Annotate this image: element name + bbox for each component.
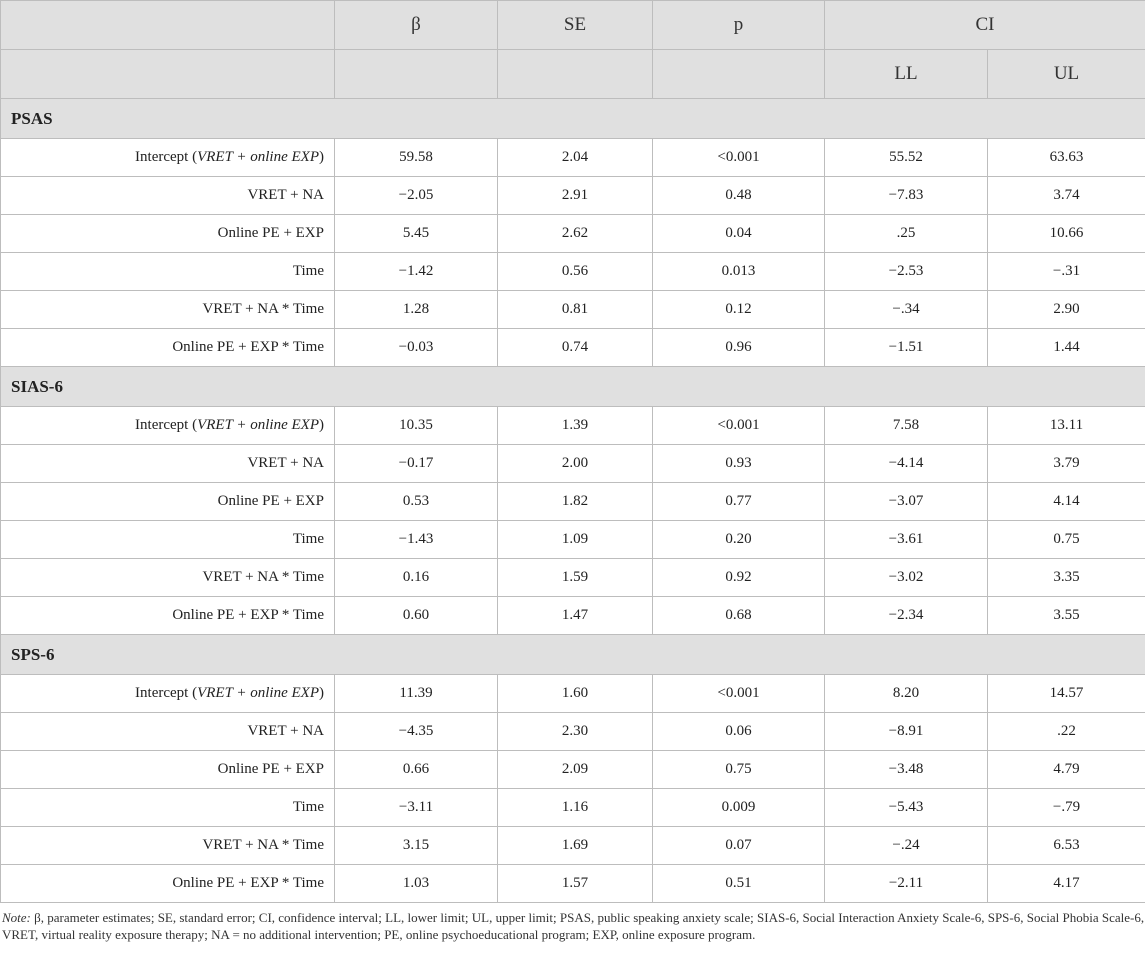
cell-ll: −3.07: [825, 483, 988, 521]
header-ci: CI: [825, 1, 1145, 50]
cell-ul: 4.17: [988, 865, 1145, 903]
cell-beta: −3.11: [335, 789, 498, 827]
row-label-text: Online PE + EXP * Time: [172, 607, 324, 623]
cell-ul: 4.14: [988, 483, 1145, 521]
cell-p: 0.68: [653, 597, 825, 635]
cell-beta: 10.35: [335, 407, 498, 445]
cell-se: 1.09: [498, 521, 653, 559]
table-row: [1, 713, 1145, 751]
cell-ul: 14.57: [988, 675, 1145, 713]
row-label-text: Online PE + EXP * Time: [172, 875, 324, 891]
row-label-italic: VRET + online EXP: [197, 417, 319, 433]
row-label-text: VRET + NA * Time: [202, 301, 324, 317]
cell-ul: 0.75: [988, 521, 1145, 559]
table-row: [1, 751, 1145, 789]
cell-p: <0.001: [653, 675, 825, 713]
cell-se: 2.09: [498, 751, 653, 789]
cell-beta: 0.60: [335, 597, 498, 635]
row-label-text: Intercept (: [135, 685, 198, 701]
header-empty-cell: [1, 1, 335, 50]
row-label-text: Online PE + EXP: [217, 225, 324, 241]
cell-p: 0.77: [653, 483, 825, 521]
cell-ll: −3.61: [825, 521, 988, 559]
cell-p: 0.75: [653, 751, 825, 789]
cell-se: 1.39: [498, 407, 653, 445]
cell-p: 0.07: [653, 827, 825, 865]
row-label-text: VRET + NA: [247, 455, 324, 471]
header-ll: LL: [825, 50, 988, 99]
table-row: [1, 177, 1145, 215]
cell-ll: −3.02: [825, 559, 988, 597]
cell-p: <0.001: [653, 139, 825, 177]
cell-ll: −2.11: [825, 865, 988, 903]
cell-ll: −2.34: [825, 597, 988, 635]
cell-ul: −.79: [988, 789, 1145, 827]
table-row: [1, 559, 1145, 597]
row-label-text: VRET + NA: [247, 723, 324, 739]
cell-se: 1.82: [498, 483, 653, 521]
cell-ul: 63.63: [988, 139, 1145, 177]
cell-ll: 7.58: [825, 407, 988, 445]
cell-ll: −7.83: [825, 177, 988, 215]
cell-se: 2.62: [498, 215, 653, 253]
cell-p: 0.48: [653, 177, 825, 215]
cell-ll: −8.91: [825, 713, 988, 751]
row-label-italic: VRET + online EXP: [197, 685, 319, 701]
row-label: [1, 865, 335, 903]
cell-beta: −1.43: [335, 521, 498, 559]
header-empty-cell: [335, 50, 498, 99]
cell-p: 0.92: [653, 559, 825, 597]
table-row: [1, 253, 1145, 291]
row-label-text: VRET + NA * Time: [202, 569, 324, 585]
cell-se: 0.81: [498, 291, 653, 329]
cell-se: 1.69: [498, 827, 653, 865]
row-label: [1, 559, 335, 597]
header-ul: UL: [988, 50, 1145, 99]
row-label: [1, 597, 335, 635]
cell-ul: 3.35: [988, 559, 1145, 597]
cell-beta: −1.42: [335, 253, 498, 291]
cell-ul: 13.11: [988, 407, 1145, 445]
table-note: [2, 909, 1145, 943]
cell-ll: −2.53: [825, 253, 988, 291]
cell-ll: −.34: [825, 291, 988, 329]
cell-ul: .22: [988, 713, 1145, 751]
row-label-text: Time: [292, 531, 324, 547]
row-label: [1, 253, 335, 291]
table-row: [1, 291, 1145, 329]
cell-p: 0.93: [653, 445, 825, 483]
table-body: [1, 99, 1145, 903]
row-label-text: Online PE + EXP * Time: [172, 339, 324, 355]
row-label-text: Intercept (: [135, 149, 198, 165]
cell-p: 0.12: [653, 291, 825, 329]
cell-se: 2.04: [498, 139, 653, 177]
cell-beta: 0.53: [335, 483, 498, 521]
cell-ul: 4.79: [988, 751, 1145, 789]
row-label: [1, 675, 335, 713]
note-text: β, parameter estimates; SE, standard error; CI, confidence interval; LL, lower limit; UL, upper limit; PSAS, public speaking anxiety scale; SIAS-6, Social Interaction Anxiety Scale-6, SPS-6, Social Phobia Scale-6, VRET, virtual reality exposure therapy; NA = no additional intervention; PE, online psychoeducational program; EXP, online exposure program.: [2, 910, 1145, 942]
row-label: [1, 789, 335, 827]
cell-p: 0.96: [653, 329, 825, 367]
cell-se: 0.74: [498, 329, 653, 367]
cell-beta: 1.03: [335, 865, 498, 903]
table-row: [1, 139, 1145, 177]
row-label: [1, 521, 335, 559]
cell-beta: −4.35: [335, 713, 498, 751]
header-empty-cell: [1, 50, 335, 99]
table-row: [1, 597, 1145, 635]
section-title: PSAS: [1, 99, 1145, 139]
cell-p: 0.04: [653, 215, 825, 253]
table-row: [1, 445, 1145, 483]
table-row: [1, 483, 1145, 521]
cell-beta: 0.66: [335, 751, 498, 789]
cell-ll: 8.20: [825, 675, 988, 713]
cell-beta: 59.58: [335, 139, 498, 177]
cell-se: 2.00: [498, 445, 653, 483]
row-label: [1, 291, 335, 329]
cell-ul: 3.79: [988, 445, 1145, 483]
cell-se: 1.16: [498, 789, 653, 827]
cell-se: 2.30: [498, 713, 653, 751]
cell-se: 1.59: [498, 559, 653, 597]
table-row: [1, 521, 1145, 559]
cell-ll: −4.14: [825, 445, 988, 483]
cell-ul: 10.66: [988, 215, 1145, 253]
row-label-end: ): [319, 685, 324, 701]
cell-beta: 5.45: [335, 215, 498, 253]
cell-se: 1.47: [498, 597, 653, 635]
cell-ll: −.24: [825, 827, 988, 865]
row-label: [1, 445, 335, 483]
header-se: SE: [498, 1, 653, 50]
row-label-text: VRET + NA * Time: [202, 837, 324, 853]
cell-se: 0.56: [498, 253, 653, 291]
header-beta: β: [335, 1, 498, 50]
row-label-italic: VRET + online EXP: [197, 149, 319, 165]
cell-ll: −1.51: [825, 329, 988, 367]
row-label: [1, 713, 335, 751]
cell-beta: 3.15: [335, 827, 498, 865]
cell-beta: 11.39: [335, 675, 498, 713]
cell-beta: 1.28: [335, 291, 498, 329]
header-p: p: [653, 1, 825, 50]
table-row: [1, 865, 1145, 903]
cell-ul: 3.74: [988, 177, 1145, 215]
cell-se: 1.60: [498, 675, 653, 713]
cell-ul: 1.44: [988, 329, 1145, 367]
cell-beta: −0.03: [335, 329, 498, 367]
table-row: [1, 215, 1145, 253]
cell-se: 1.57: [498, 865, 653, 903]
row-label: [1, 407, 335, 445]
cell-ul: 6.53: [988, 827, 1145, 865]
cell-beta: −0.17: [335, 445, 498, 483]
section-title: SIAS-6: [1, 367, 1145, 407]
row-label-text: Time: [292, 263, 324, 279]
header-empty-cell: [653, 50, 825, 99]
cell-p: 0.51: [653, 865, 825, 903]
row-label-end: ): [319, 417, 324, 433]
cell-p: 0.009: [653, 789, 825, 827]
row-label: [1, 827, 335, 865]
row-label-text: Online PE + EXP: [217, 493, 324, 509]
cell-ul: 2.90: [988, 291, 1145, 329]
row-label-text: Intercept (: [135, 417, 198, 433]
section-row: [1, 99, 1145, 139]
cell-p: 0.20: [653, 521, 825, 559]
table-row: [1, 789, 1145, 827]
cell-ll: .25: [825, 215, 988, 253]
note-prefix: Note:: [2, 910, 31, 925]
section-title: SPS-6: [1, 635, 1145, 675]
cell-ll: −3.48: [825, 751, 988, 789]
row-label: [1, 215, 335, 253]
row-label-end: ): [319, 149, 324, 165]
cell-se: 2.91: [498, 177, 653, 215]
cell-ul: −.31: [988, 253, 1145, 291]
cell-ul: 3.55: [988, 597, 1145, 635]
row-label: [1, 751, 335, 789]
row-label-text: Time: [292, 799, 324, 815]
cell-ll: −5.43: [825, 789, 988, 827]
cell-ll: 55.52: [825, 139, 988, 177]
table-row: [1, 329, 1145, 367]
table-row: [1, 675, 1145, 713]
row-label: [1, 177, 335, 215]
header-empty-cell: [498, 50, 653, 99]
row-label: [1, 483, 335, 521]
cell-p: 0.013: [653, 253, 825, 291]
row-label: [1, 329, 335, 367]
row-label: [1, 139, 335, 177]
cell-p: 0.06: [653, 713, 825, 751]
cell-beta: 0.16: [335, 559, 498, 597]
cell-p: <0.001: [653, 407, 825, 445]
section-row: [1, 367, 1145, 407]
row-label-text: VRET + NA: [247, 187, 324, 203]
table-row: [1, 407, 1145, 445]
row-label-text: Online PE + EXP: [217, 761, 324, 777]
cell-beta: −2.05: [335, 177, 498, 215]
table-row: [1, 827, 1145, 865]
section-row: [1, 635, 1145, 675]
